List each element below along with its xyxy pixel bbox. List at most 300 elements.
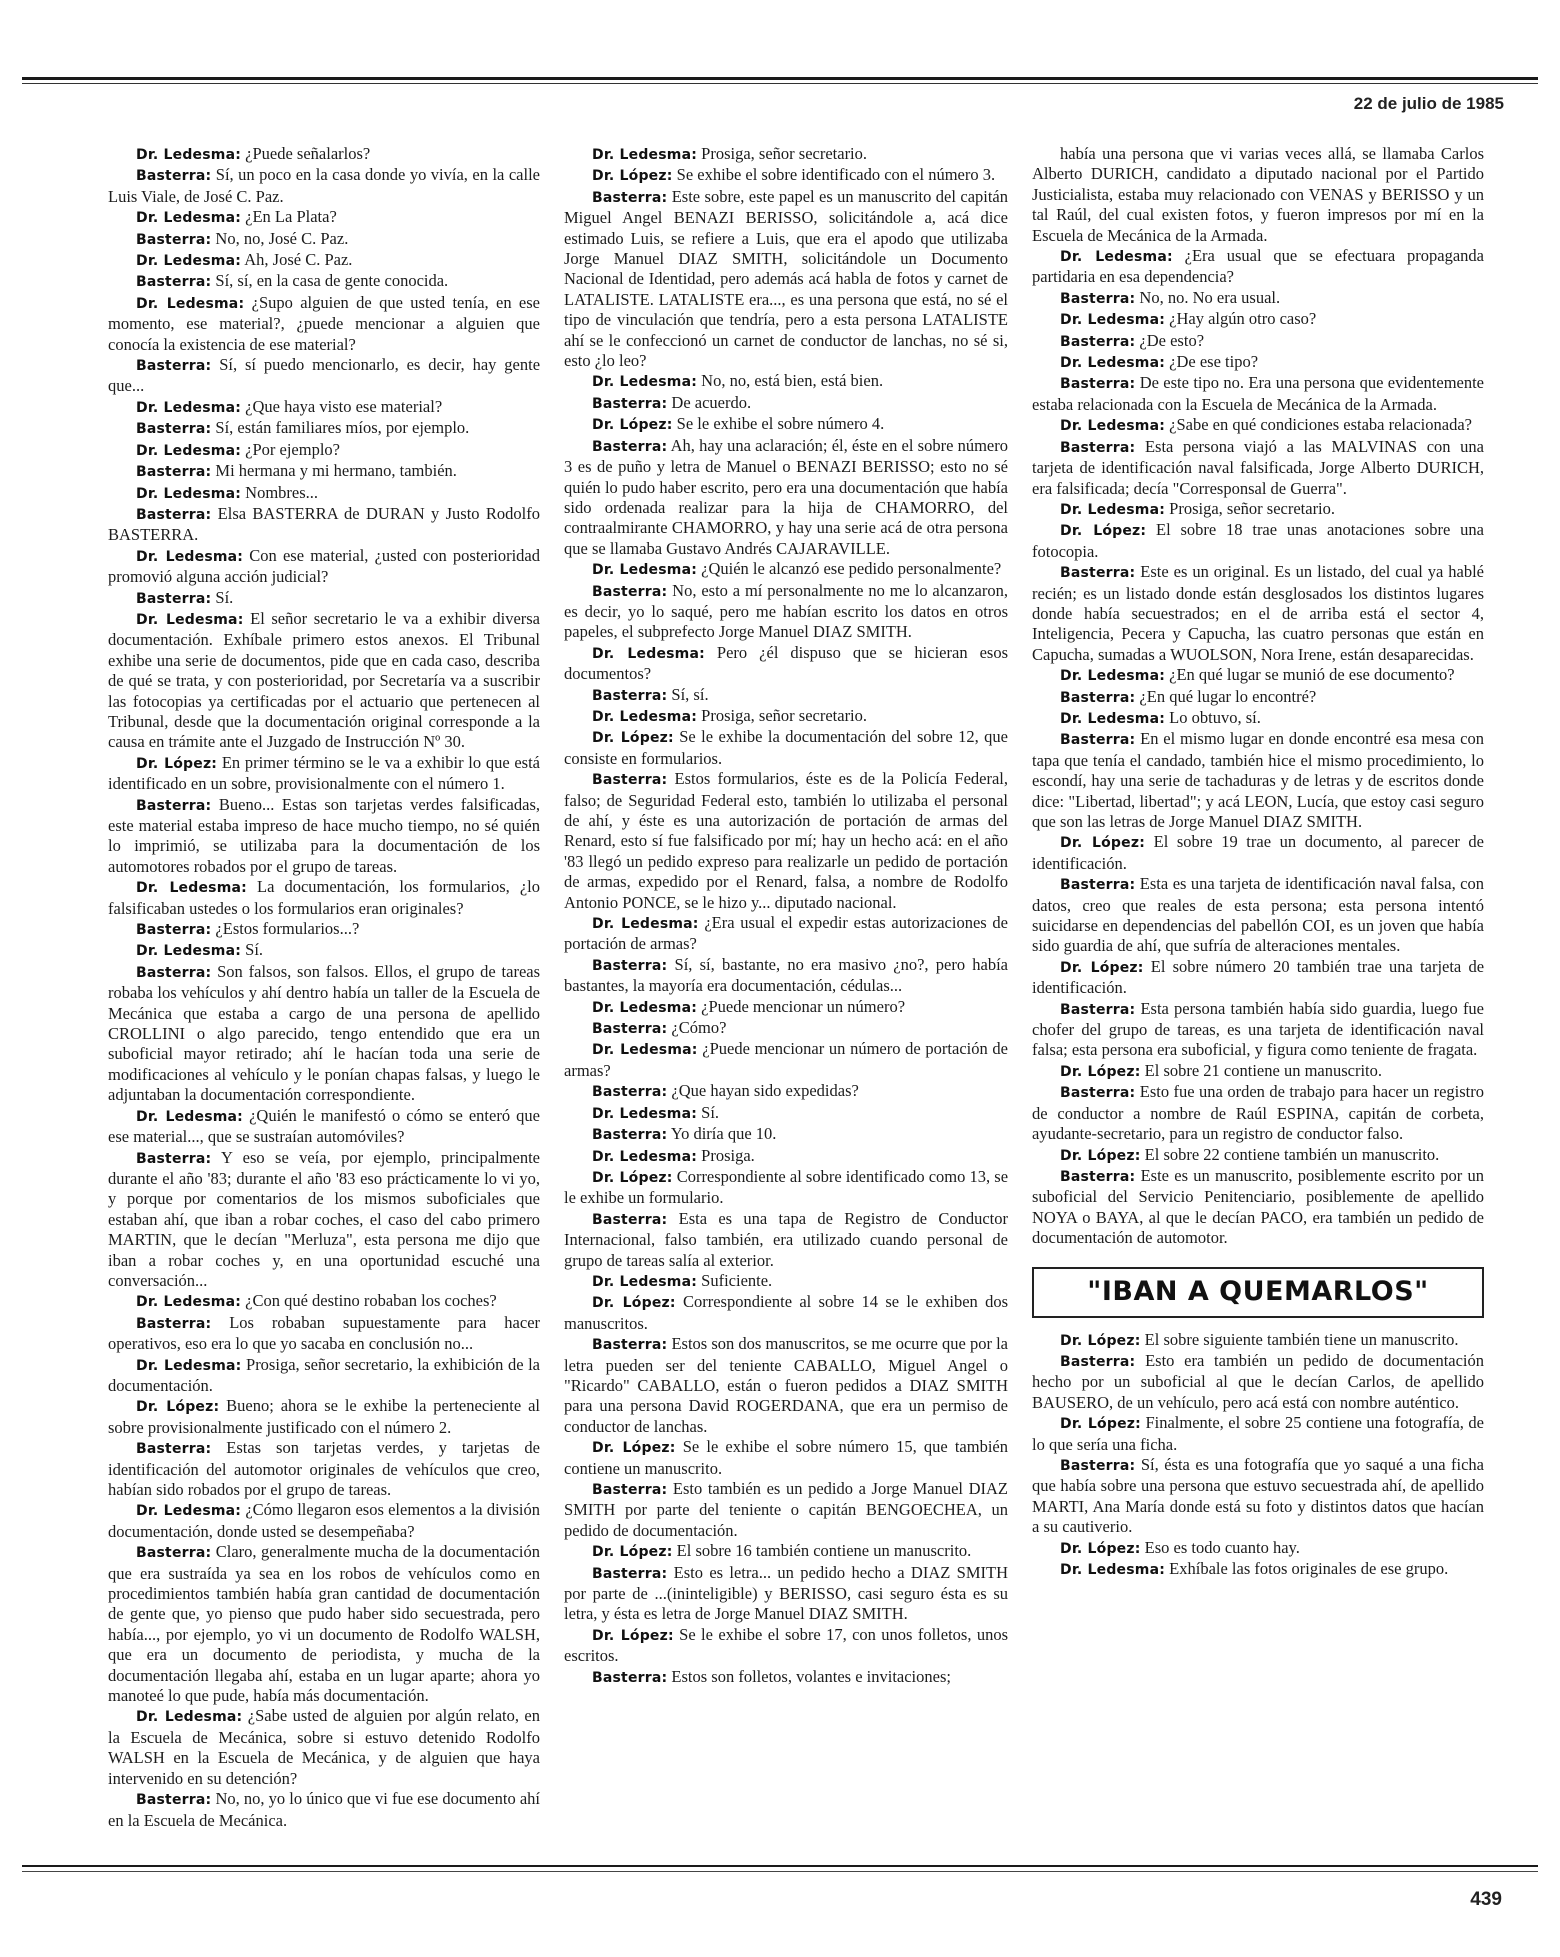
dialogue-paragraph: [1032, 499, 1484, 520]
dialogue-paragraph: [1032, 246, 1484, 288]
dialogue-paragraph: [108, 165, 540, 207]
speaker-name: Dr. Ledesma:: [136, 1108, 243, 1125]
speaker-name: Dr. Ledesma:: [592, 1273, 698, 1290]
dialogue-paragraph: [108, 919, 540, 940]
dialogue-paragraph: [108, 1438, 540, 1500]
dialogue-paragraph: [564, 643, 1008, 685]
dialogue-paragraph: [1032, 144, 1484, 246]
speaker-name: Basterra:: [1060, 732, 1136, 749]
speaker-name: Dr. Ledesma:: [1060, 249, 1173, 266]
dialogue-text: Sí, sí, bastante, no era masivo ¿no?, pero había bastantes, la mayoría era documentación, cédulas...: [564, 954, 1009, 996]
dialogue-paragraph: [564, 1271, 1008, 1292]
dialogue-paragraph: [1032, 729, 1484, 832]
speaker-name: Basterra:: [136, 506, 212, 523]
speaker-name: Basterra:: [592, 1127, 668, 1144]
dialogue-paragraph: [108, 588, 540, 609]
dialogue-text: Exhíbale las fotos originales de ese grupo.: [1169, 1559, 1449, 1578]
column-3-body: [1032, 144, 1484, 1249]
speaker-name: Basterra:: [592, 1565, 668, 1582]
column-2: [564, 144, 1008, 1688]
dialogue-text: ¿Sabe en qué condiciones estaba relacionada?: [1169, 415, 1472, 435]
speaker-name: Basterra:: [136, 421, 212, 438]
dialogue-text: De este tipo no. Era una persona que evidentemente estaba relacionada con la Escuela de Mecánica de la Armada.: [1032, 373, 1485, 414]
speaker-name: Dr. López:: [1060, 835, 1145, 852]
dialogue-text: ¿Quién le manifestó o cómo se enteró que ese material..., que se sustraían automóviles?: [108, 1105, 540, 1147]
dialogue-text: Sí, sí, en la casa de gente conocida.: [215, 271, 449, 291]
dialogue-text: El sobre 19 trae un documento, al parecer de identificación.: [1032, 832, 1484, 873]
speaker-name: Dr. López:: [136, 1399, 220, 1416]
dialogue-paragraph: [1032, 1166, 1484, 1249]
dialogue-text: Prosiga, señor secretario.: [1169, 498, 1336, 518]
speaker-name: Dr. López:: [592, 1627, 674, 1644]
dialogue-text: Son falsos, son falsos. Ellos, el grupo de tareas robaba los vehículos y ahí dentro había un taller de la Escuela de Mecánica que estaba a cargo de una persona de apellido CROLLINI o algo parecido, tengo entendido que era un suboficial mayor retirado; ahí le hacían toda una serie de modificaciones al vehículo y le ponían chapas falsas, y luego le adjuntaban la documentación correspondiente.: [108, 961, 541, 1105]
dialogue-text: Con ese material, ¿usted con posterioridad promovió alguna acción judicial?: [108, 545, 540, 587]
dialogue-paragraph: [108, 397, 540, 418]
dialogue-paragraph: [1032, 437, 1484, 499]
speaker-name: Dr. Ledesma:: [592, 916, 699, 933]
dialogue-text: ¿Era usual el expedir estas autorizaciones de portación de armas?: [564, 913, 1008, 954]
dialogue-paragraph: [564, 1563, 1008, 1625]
speaker-name: Dr. López:: [1060, 1540, 1141, 1557]
dialogue-text: Claro, generalmente mucha de la documentación que era sustraída ya sea en los robos de vehículos como en procedimientos también había gran cantidad de documentación de gente que, yo pienso que pudo haber sido secuestrada, pero había..., por ejemplo, yo vi un documento de Rodolfo WALSH, que era un documento de periodista, y mucha de la documentación llegaba ahí, estaba en un lugar aparte; ahora yo manoteé lo que pude, había más documentación.: [108, 1542, 540, 1706]
speaker-name: Dr. Ledesma:: [136, 1709, 243, 1726]
speaker-name: Dr. López:: [1060, 959, 1144, 976]
dialogue-paragraph: [1032, 520, 1484, 562]
dialogue-text: El sobre 21 contiene un manuscrito.: [1144, 1060, 1383, 1080]
dialogue-text: Sí, sí.: [671, 684, 709, 704]
dialogue-paragraph: [564, 144, 1008, 165]
dialogue-text: Prosiga, señor secretario.: [701, 144, 868, 163]
dialogue-text: Mi hermana y mi hermano, también.: [215, 461, 457, 481]
dialogue-paragraph: [564, 187, 1008, 372]
speaker-name: Dr. López:: [592, 1440, 676, 1457]
speaker-name: Basterra:: [1060, 333, 1136, 350]
dialogue-text: Esta persona también había sido guardia, luego fue chofer del grupo de tareas, es una tarjeta de identificación naval falsa; esta persona era suboficial, y figura como teniente de fragata.: [1032, 998, 1485, 1060]
dialogue-text: Esto también es un pedido a Jorge Manuel DIAZ SMITH por parte del teniente o capitán BENGOECHEA, un pedido de documentación.: [564, 1479, 1008, 1540]
dialogue-text: ¿Que haya visto ese material?: [245, 396, 443, 416]
dialogue-paragraph: [108, 271, 540, 292]
dialogue-text: No, no, está bien, está bien.: [701, 371, 884, 391]
column-1-body: [108, 144, 540, 1831]
dialogue-text: No, no, yo lo único que vi fue ese documento ahí en la Escuela de Mecánica.: [108, 1789, 540, 1830]
dialogue-text: Correspondiente al sobre identificado como 13, se le exhibe un formulario.: [564, 1166, 1009, 1208]
dialogue-paragraph: [1032, 373, 1484, 415]
dialogue-paragraph: [1032, 999, 1484, 1061]
dialogue-text: ¿Hay algún otro caso?: [1169, 309, 1317, 329]
dialogue-paragraph: [1032, 1413, 1484, 1455]
dialogue-text: Se le exhibe el sobre 17, con unos folletos, unos escritos.: [564, 1624, 1009, 1666]
speaker-name: Basterra:: [592, 957, 668, 974]
dialogue-paragraph: [564, 1124, 1008, 1145]
dialogue-paragraph: [108, 1500, 540, 1542]
speaker-name: Basterra:: [136, 358, 212, 375]
dialogue-paragraph: [108, 504, 540, 546]
column-2-body: [564, 144, 1008, 1688]
speaker-name: Basterra:: [1060, 877, 1136, 894]
speaker-name: Dr. López:: [1060, 523, 1147, 540]
footer-rule: [22, 1865, 1538, 1867]
dialogue-paragraph: [564, 581, 1008, 643]
dialogue-paragraph: [1032, 1145, 1484, 1166]
dialogue-paragraph: [564, 1667, 1008, 1688]
dialogue-text: Estos formularios, éste es de la Policía Federal, falso; de Seguridad Federal esto, también lo utilizaba el personal de ahí, y éste es una autorización de portación de armas del Renard, esto sí fue falsificado por mí; hay un hecho acá: en el año '83 llegó un pedido expreso para realizarle un pedido de portación de armas, expedido por el Renard, falsa, a nombre de Rodolfo Antonio PONCE, se le hizo y... diputado nacional.: [564, 769, 1009, 912]
dialogue-text: De acuerdo.: [671, 392, 752, 412]
dialogue-paragraph: [564, 1081, 1008, 1102]
speaker-name: Basterra:: [136, 964, 212, 981]
speaker-name: Basterra:: [136, 590, 212, 607]
dialogue-text: ¿Por ejemplo?: [245, 439, 340, 459]
dialogue-paragraph: [1032, 832, 1484, 874]
page-number: 439: [1470, 1889, 1502, 1910]
dialogue-paragraph: [564, 165, 1008, 186]
dialogue-text: ¿Puede señalarlos?: [245, 144, 371, 163]
dialogue-paragraph: [564, 1292, 1008, 1334]
speaker-name: Dr. López:: [1060, 1147, 1141, 1164]
dialogue-text: Prosiga, señor secretario.: [701, 705, 868, 725]
speaker-name: Basterra:: [1060, 1168, 1136, 1185]
speaker-name: Dr. Ledesma:: [592, 147, 698, 163]
dialogue-text: Sí.: [245, 940, 264, 960]
dialogue-paragraph: [1032, 708, 1484, 729]
dialogue-paragraph: [1032, 1351, 1484, 1413]
dialogue-paragraph: [564, 1209, 1008, 1271]
dialogue-paragraph: [108, 1706, 540, 1789]
dialogue-paragraph: [564, 955, 1008, 997]
dialogue-paragraph: [1032, 1559, 1484, 1580]
speaker-name: Dr. Ledesma:: [592, 374, 698, 391]
dialogue-text: En el mismo lugar en donde encontré esa mesa con tapa que tenía el candado, también hice el mismo procedimiento, lo escondí, hay una serie de tachaduras y de letras y de escritos donde dice: "Libertad, libertad"; y acá LEON, Lucía, que estoy casi seguro que son las letras de Jorge Manuel DIAZ SMITH.: [1032, 729, 1485, 831]
speaker-name: Dr. López:: [1060, 1063, 1141, 1080]
dialogue-text: El sobre siguiente también tiene un manuscrito.: [1144, 1329, 1459, 1349]
dialogue-text: ¿Supo alguien de que usted tenía, en ese momento, ese material?, ¿puede mencionar a alguien que conocía la existencia de ese material?: [108, 292, 541, 354]
dialogue-paragraph: [1032, 1061, 1484, 1082]
speaker-name: Basterra:: [1060, 290, 1136, 307]
header-date: 22 de julio de 1985: [1353, 94, 1504, 113]
dialogue-paragraph: [1032, 331, 1484, 352]
dialogue-text: Sí, están familiares míos, por ejemplo.: [215, 418, 470, 438]
dialogue-text: ¿Estos formularios...?: [215, 919, 360, 939]
dialogue-paragraph: [108, 229, 540, 250]
dialogue-text: ¿De esto?: [1139, 330, 1205, 350]
dialogue-paragraph: [564, 997, 1008, 1018]
speaker-name: Basterra:: [136, 1441, 212, 1458]
column-1: [108, 144, 540, 1831]
dialogue-paragraph: [564, 414, 1008, 435]
speaker-name: Dr. Ledesma:: [592, 708, 698, 725]
speaker-name: Basterra:: [1060, 1353, 1136, 1370]
dialogue-text: Ah, José C. Paz.: [244, 250, 353, 270]
speaker-name: Basterra:: [136, 1545, 212, 1562]
speaker-name: Basterra:: [136, 231, 212, 248]
dialogue-text: Estas son tarjetas verdes, y tarjetas de identificación del automotor originales de vehículos que creo, habían sido robados por el grupo de tareas.: [108, 1438, 540, 1499]
speaker-name: Dr. Ledesma:: [1060, 1562, 1166, 1578]
dialogue-text: Sí, un poco en la casa donde yo vivía, en la calle Luis Viale, de José C. Paz.: [108, 165, 540, 206]
dialogue-paragraph: [108, 795, 540, 878]
column-3: [1032, 144, 1484, 1580]
dialogue-text: Se le exhibe la documentación del sobre 12, que consiste en formularios.: [564, 727, 1009, 768]
speaker-name: Dr. Ledesma:: [136, 147, 242, 163]
speaker-name: Dr. Ledesma:: [1060, 501, 1166, 518]
speaker-name: Basterra:: [592, 687, 668, 704]
speaker-name: Basterra:: [1060, 376, 1136, 393]
speaker-name: Dr. López:: [592, 1169, 673, 1186]
speaker-name: Basterra:: [592, 772, 668, 789]
dialogue-text: Esto era también un pedido de documentación hecho por un suboficial al que le decían Carlos, de apellido BAUSERO, de un vehículo, pero acá está con nombre auténtico.: [1032, 1350, 1485, 1412]
dialogue-text: Se exhibe el sobre identificado con el número 3.: [676, 165, 996, 185]
dialogue-paragraph: [108, 1106, 540, 1148]
dialogue-text: El sobre 16 también contiene un manuscrito.: [676, 1541, 972, 1561]
dialogue-paragraph: [1032, 288, 1484, 309]
dialogue-text: Bueno... Estas son tarjetas verdes falsificadas, este material estaba impreso de hace mucho tiempo, no sé quién lo imprimió, se utilizaba para la documentación de los automotores robados por el grupo de tareas.: [108, 794, 540, 876]
dialogue-paragraph: [564, 1625, 1008, 1667]
speaker-name: Basterra:: [136, 922, 212, 939]
dialogue-text: ¿En La Plata?: [245, 207, 337, 227]
dialogue-paragraph: [108, 1313, 540, 1355]
dialogue-paragraph: [1032, 957, 1484, 999]
dialogue-paragraph: [1032, 687, 1484, 708]
speaker-name: Basterra:: [1060, 1085, 1136, 1102]
speaker-name: Dr. Ledesma:: [136, 253, 242, 270]
dialogue-paragraph: [108, 144, 540, 165]
speaker-name: Basterra:: [592, 438, 668, 455]
dialogue-text: ¿En qué lugar se munió de ese documento?: [1169, 665, 1455, 685]
subhead-box: [1032, 1267, 1484, 1318]
dialogue-text: El sobre 22 contiene también un manuscrito.: [1144, 1144, 1440, 1164]
dialogue-paragraph: [564, 727, 1008, 769]
dialogue-text: No, no. No era usual.: [1139, 287, 1281, 307]
speaker-name: Dr. López:: [1060, 1416, 1141, 1433]
dialogue-text: ¿Sabe usted de alguien por algún relato, en la Escuela de Mecánica, sobre si estuvo detenido Rodolfo WALSH en la Escuela de Mecánica, y de alguien que haya intervenido en su detención?: [108, 1706, 541, 1788]
column-3-body-after-subhead: [1032, 1330, 1484, 1581]
speaker-name: Dr. Ledesma:: [136, 611, 244, 628]
dialogue-text: Sí, ésta es una fotografía que yo saqué a una ficha que había sobre una persona que estuvo secuestrada ahí, de apellido MARTI, Ana María donde está su foto y distintos datos que hacían a su cautiverio.: [1032, 1454, 1485, 1537]
dialogue-paragraph: [108, 293, 540, 355]
dialogue-paragraph: [108, 940, 540, 961]
speaker-name: Basterra:: [136, 1315, 212, 1332]
speaker-name: Basterra:: [136, 1792, 212, 1809]
dialogue-text: Esto es letra... un pedido hecho a DIAZ SMITH por parte de ...(ininteligible) y BERISSO, casi seguro ésta es su letra, y ésta es letra de Jorge Manuel DIAZ SMITH.: [564, 1562, 1008, 1624]
dialogue-text: Sí.: [215, 587, 234, 607]
dialogue-paragraph: [564, 1018, 1008, 1039]
speaker-name: Dr. Ledesma:: [1060, 355, 1166, 372]
dialogue-paragraph: [564, 1437, 1008, 1479]
dialogue-paragraph: [108, 1396, 540, 1438]
speaker-name: Dr. Ledesma:: [592, 562, 698, 579]
speaker-name: Dr. Ledesma:: [592, 645, 705, 662]
dialogue-text: Esta persona viajó a las MALVINAS con una tarjeta de identificación naval falsificada, Jorge Alberto DURICH, era falsificada; decía "Corresponsal de Guerra".: [1032, 436, 1484, 498]
dialogue-text: Este es un original. Es un listado, del cual ya hablé recién; es un listado donde están desglosados los distintos lugares donde había secuestrados; en el de arriba está el sector 4, Inteligencia, Pecera y Capucha, las cuatro personas que están en Capucha, sumadas a WUOLSON, Nora Irene, están desaparecidas.: [1032, 562, 1485, 664]
dialogue-text: ¿Que hayan sido expedidas?: [671, 1081, 859, 1101]
dialogue-text: Nombres...: [245, 482, 319, 502]
speaker-name: Dr. Ledesma:: [592, 999, 698, 1016]
speaker-name: Basterra:: [592, 1084, 668, 1101]
dialogue-paragraph: [564, 559, 1008, 580]
speaker-name: Dr. Ledesma:: [136, 548, 244, 565]
dialogue-paragraph: [108, 250, 540, 271]
dialogue-text: Prosiga.: [701, 1145, 755, 1165]
dialogue-paragraph: [108, 1148, 540, 1292]
dialogue-paragraph: [108, 546, 540, 588]
dialogue-paragraph: [1032, 1330, 1484, 1351]
dialogue-paragraph: [1032, 1082, 1484, 1144]
dialogue-paragraph: [108, 753, 540, 795]
dialogue-paragraph: [108, 877, 540, 919]
speaker-name: Dr. López:: [1060, 1332, 1141, 1349]
dialogue-paragraph: [564, 436, 1008, 559]
dialogue-text: ¿Puede mencionar un número?: [701, 996, 906, 1016]
dialogue-text: Esta es una tarjeta de identificación naval falsa, con datos, creo que reales de esta persona; esta persona intentó suicidarse en dependencias del pabellón COI, es un joven que había sido guardia de ahí, que sufría de alteraciones mentales.: [1032, 874, 1485, 956]
dialogue-paragraph: [564, 1479, 1008, 1541]
speaker-name: Basterra:: [136, 168, 212, 185]
dialogue-paragraph: [108, 483, 540, 504]
dialogue-paragraph: [108, 609, 540, 753]
dialogue-text: Se le exhibe el sobre número 4.: [676, 414, 885, 434]
dialogue-text: había una persona que vi varias veces allá, se llamaba Carlos Alberto DURICH, candidato a diputado nacional por el Partido Justicialista, estaba muy relacionado con VENAS y BERISSO y un tal Raúl, del cual existen fotos, y fueron impresos por mí en la Escuela de Mecánica de la Armada.: [1032, 144, 1484, 245]
speaker-name: Dr. Ledesma:: [136, 210, 242, 227]
subhead: "IBAN A QUEMARLOS": [1087, 1275, 1429, 1307]
speaker-name: Basterra:: [1060, 1457, 1136, 1474]
speaker-name: Dr. López:: [592, 1544, 673, 1561]
speaker-name: Dr. Ledesma:: [592, 1148, 698, 1165]
dialogue-paragraph: [1032, 309, 1484, 330]
dialogue-paragraph: [108, 1355, 540, 1397]
speaker-name: Basterra:: [136, 1150, 212, 1167]
dialogue-paragraph: [564, 913, 1008, 955]
dialogue-text: ¿Puede mencionar un número de portación de armas?: [564, 1039, 1008, 1080]
dialogue-text: Finalmente, el sobre 25 contiene una fotografía, de lo que sería una ficha.: [1032, 1413, 1485, 1454]
dialogue-paragraph: [1032, 1455, 1484, 1538]
speaker-name: Dr. Ledesma:: [592, 1042, 698, 1059]
speaker-name: Basterra:: [592, 1211, 668, 1228]
dialogue-text: No, esto a mí personalmente no me lo alcanzaron, es decir, yo lo saqué, pero me habían escrito los datos en otros papeles, el subprefecto Jorge Manuel DIAZ SMITH.: [564, 580, 1009, 642]
dialogue-text: No, no, José C. Paz.: [215, 228, 349, 248]
dialogue-text: Esto fue una orden de trabajo para hacer un registro de conductor a nombre de Raúl ESPINA, capitán de corbeta, ayudante-secretario, para un registro de conductor falso.: [1032, 1082, 1485, 1144]
dialogue-text: En primer término se le va a exhibir lo que está identificado en un sobre, provisionalmente con el número 1.: [108, 752, 541, 794]
dialogue-text: ¿Quién le alcanzó ese pedido personalmente?: [701, 559, 1002, 579]
dialogue-text: Estos son folletos, volantes e invitaciones;: [671, 1666, 951, 1686]
dialogue-text: Sí, sí puedo mencionarlo, es decir, hay gente que...: [108, 355, 541, 396]
dialogue-paragraph: [108, 461, 540, 482]
dialogue-paragraph: [564, 1039, 1008, 1081]
speaker-name: Basterra:: [592, 189, 668, 206]
dialogue-text: El sobre 18 trae unas anotaciones sobre una fotocopia.: [1032, 520, 1485, 561]
speaker-name: Dr. Ledesma:: [136, 1357, 242, 1374]
dialogue-paragraph: [564, 1103, 1008, 1124]
dialogue-text: Ah, hay una aclaración; él, éste en el sobre número 3 es de puño y letra de Manuel o BENAZI BERISSO; esto no sé quién lo pudo haber escrito, pero era una documentación que había sido ordenada realizar para la hija de CHAMORRO, del contraalmirante CHAMORRO, y hay una serie acá de otra persona que se llamaba Gustavo Andrés CAJARAVILLE.: [564, 435, 1008, 558]
speaker-name: Basterra:: [136, 464, 212, 481]
dialogue-paragraph: [1032, 665, 1484, 686]
dialogue-text: Se le exhibe el sobre número 15, que también contiene un manuscrito.: [564, 1437, 1008, 1478]
dialogue-text: El sobre número 20 también trae una tarjeta de identificación.: [1032, 956, 1485, 998]
speaker-name: Dr. Ledesma:: [136, 1294, 242, 1311]
dialogue-paragraph: [108, 1789, 540, 1831]
speaker-name: Dr. Ledesma:: [136, 880, 247, 897]
dialogue-text: ¿Cómo llegaron esos elementos a la división documentación, donde usted se desempeñaba?: [108, 1500, 540, 1541]
dialogue-paragraph: [564, 1541, 1008, 1562]
dialogue-paragraph: [1032, 874, 1484, 957]
dialogue-text: Eso es todo cuanto hay.: [1144, 1537, 1300, 1557]
dialogue-text: Esta es una tapa de Registro de Conductor Internacional, falso también, era utilizado cuando personal de grupo de tareas salía al exterior.: [564, 1208, 1009, 1270]
dialogue-paragraph: [564, 371, 1008, 392]
speaker-name: Basterra:: [1060, 689, 1136, 706]
dialogue-paragraph: [108, 1542, 540, 1706]
speaker-name: Dr. Ledesma:: [136, 485, 242, 502]
dialogue-text: El señor secretario le va a exhibir diversa documentación. Exhíbale primero estos anexos. El Tribunal exhibe una serie de documentos, pide que en cada caso, describa de qué se trata, y con posterioridad, por Secretaría va a suscribir las fotocopias ya certificadas por el actuario que pertenecen al Tribunal, desde que la documentación original corresponde a la causa en trámite ante el Juzgado de Instrucción Nº 30.: [108, 608, 541, 752]
speaker-name: Basterra:: [592, 1021, 668, 1038]
dialogue-text: ¿De ese tipo?: [1169, 352, 1259, 372]
dialogue-paragraph: [564, 685, 1008, 706]
dialogue-text: Pero ¿él dispuso que se hicieran esos documentos?: [564, 642, 1008, 684]
dialogue-text: Y eso se veía, por ejemplo, principalmente durante el año '83; durante el año '83 eso prácticamente lo vi yo, y porque por comentarios de los mismos suboficiales que estaban ahí, que iban a robar coches, el caso del cabo primero MARTIN, que le decían "Merluza", esta persona me dijo que iban a robar coches y, en una oportunidad escuché una conversación...: [108, 1147, 540, 1290]
dialogue-paragraph: [1032, 415, 1484, 436]
speaker-name: Dr. López:: [136, 755, 218, 772]
dialogue-paragraph: [1032, 352, 1484, 373]
dialogue-paragraph: [108, 207, 540, 228]
speaker-name: Dr. Ledesma:: [136, 1503, 242, 1520]
speaker-name: Basterra:: [1060, 1001, 1136, 1018]
speaker-name: Dr. Ledesma:: [1060, 710, 1166, 727]
speaker-name: Basterra:: [592, 395, 668, 412]
dialogue-text: La documentación, los formularios, ¿lo falsificaban ustedes o los formularios eran originales?: [108, 877, 541, 918]
speaker-name: Basterra:: [592, 1482, 668, 1498]
speaker-name: Dr. Ledesma:: [592, 1105, 698, 1122]
speaker-name: Basterra:: [592, 1669, 668, 1686]
dialogue-paragraph: [108, 418, 540, 439]
speaker-name: Dr. Ledesma:: [1060, 668, 1166, 685]
speaker-name: Dr. Ledesma:: [136, 943, 242, 960]
dialogue-text: Sí.: [701, 1102, 720, 1122]
speaker-name: Dr. Ledesma:: [136, 442, 242, 459]
speaker-name: Dr. López:: [592, 1295, 676, 1312]
speaker-name: Dr. López:: [592, 168, 673, 185]
dialogue-paragraph: [564, 1334, 1008, 1437]
dialogue-text: Lo obtuvo, sí.: [1169, 707, 1261, 727]
dialogue-paragraph: [108, 1291, 540, 1312]
dialogue-text: Prosiga, señor secretario, la exhibición de la documentación.: [108, 1354, 540, 1395]
header-rule-thin: [22, 83, 1538, 84]
speaker-name: Dr. Ledesma:: [136, 295, 245, 312]
speaker-name: Basterra:: [136, 797, 212, 814]
dialogue-text: ¿En qué lugar lo encontré?: [1139, 686, 1317, 706]
dialogue-text: ¿Era usual que se efectuara propaganda partidaria en esa dependencia?: [1032, 246, 1484, 287]
dialogue-paragraph: [564, 393, 1008, 414]
dialogue-paragraph: [564, 706, 1008, 727]
dialogue-paragraph: [564, 769, 1008, 913]
header-rule: [22, 77, 1538, 80]
speaker-name: Basterra:: [592, 1337, 668, 1354]
speaker-name: Basterra:: [1060, 439, 1136, 456]
dialogue-paragraph: [108, 962, 540, 1106]
speaker-name: Dr. López:: [592, 730, 674, 747]
speaker-name: Basterra:: [1060, 565, 1136, 582]
dialogue-text: ¿Con qué destino robaban los coches?: [245, 1291, 497, 1311]
dialogue-paragraph: [564, 1167, 1008, 1209]
speaker-name: Basterra:: [592, 583, 668, 600]
speaker-name: Basterra:: [136, 274, 212, 291]
dialogue-paragraph: [108, 355, 540, 397]
dialogue-text: Bueno; ahora se le exhibe la perteneciente al sobre provisionalmente justificado con el número 2.: [108, 1396, 541, 1437]
dialogue-text: ¿Cómo?: [671, 1018, 727, 1038]
dialogue-paragraph: [108, 440, 540, 461]
dialogue-text: Los robaban supuestamente para hacer operativos, eso era lo que yo sacaba en conclusión no...: [108, 1312, 541, 1354]
speaker-name: Dr. Ledesma:: [136, 399, 242, 416]
speaker-name: Dr. Ledesma:: [1060, 418, 1166, 435]
dialogue-paragraph: [564, 1146, 1008, 1167]
dialogue-text: Este sobre, este papel es un manuscrito del capitán Miguel Angel BENAZI BERISSO, solicitándole a, acá dice estimado Luis, se refiere a Luis, que era el apodo que utilizaba Jorge Manuel DIAZ SMITH, solicitándole un Documento Nacional de Identidad, pero además acá habla de fotos y carnet de LATALISTE. LATALISTE era..., es una persona que está, no sé el tipo de vinculación que tendría, pero a esta persona LATALISTE ahí se le confeccionó un carnet de conductor de lanchas, no sé si, esto ¿lo leo?: [564, 186, 1009, 371]
dialogue-text: Elsa BASTERRA de DURAN y Justo Rodolfo BASTERRA.: [108, 503, 540, 545]
dialogue-paragraph: [1032, 562, 1484, 665]
dialogue-paragraph: [1032, 1538, 1484, 1559]
